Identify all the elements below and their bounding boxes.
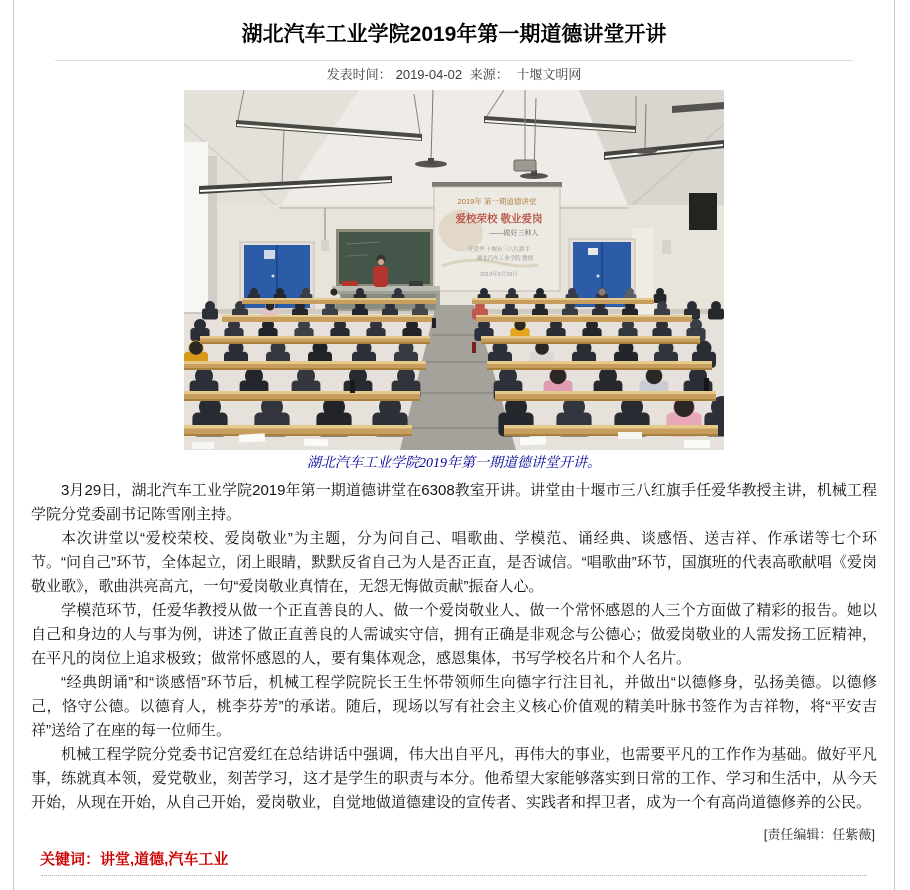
slide-header: 2019年 第一期道德讲堂	[457, 197, 537, 206]
article-body	[31, 479, 877, 815]
article-paragraph: 3月29日，湖北汽车工业学院2019年第一期道德讲堂在6308教室开讲。讲堂由十堰市三八红旗手任爱华教授主讲，机械工程学院分党委副书记陈雪刚主持。	[31, 482, 877, 523]
classroom-photo-scene	[184, 90, 724, 450]
photo-caption: 湖北汽车工业学院2019年第一期道德讲堂开讲。	[307, 456, 601, 471]
bottom-dotted-divider	[41, 875, 867, 876]
article-paragraph: 机械工程学院分党委书记宫爱红在总结讲话中强调，伟大出自平凡，再伟大的事业，也需要平凡的工作作为基础。做好平凡事，练就真本领，爱党敬业，刻苦学习，这才是学生的职责与本分。他希望大家能够落实到日常的工作、学习和生活中，从今天开始，从现在开始，从自己开始，爱岗敬业，自觉地做道德建设的宣传者、实践者和捍卫者，成为一个有高尚道德修养的公民。	[31, 746, 877, 811]
slide-presenter-2: 湖北汽车工业学院 教授	[476, 256, 534, 262]
keywords-label: 关键词：	[40, 851, 101, 868]
publish-time-value: 2019-04-02	[395, 67, 463, 82]
title-divider	[55, 60, 853, 61]
keywords-links[interactable]: 讲堂,道德,汽车工业	[100, 851, 229, 868]
source-label: 来源：	[469, 67, 509, 82]
article-paragraph: “经典朗诵”和“谈感悟”环节后，机械工程学院院长王生怀带领师生向德字行注目礼，并做出“以德修身，弘扬美德。以德修己，恪守公德。以德育人，桃李芬芳”的承诺。随后，现场以写有社会主义核心价值观的精美叶脉书签作为吉祥物，将“平安吉祥”送给了在座的每一位师生。	[31, 674, 877, 739]
projection-screen	[432, 182, 562, 291]
article-title: 湖北汽车工业学院2019年第一期道德讲堂开讲	[241, 23, 667, 46]
slide-title: 爱校荣校 敬业爱岗	[455, 213, 543, 225]
page-frame	[13, 0, 895, 890]
article-meta	[31, 67, 877, 82]
slide-subtitle: ——做好三种人	[489, 230, 539, 237]
keywords-line	[31, 851, 877, 868]
slide-presenter-1: 任爱华 十堰市三八红旗手	[467, 247, 531, 253]
source-value: 十堰文明网	[516, 67, 582, 82]
publish-time-label: 发表时间：	[326, 67, 392, 82]
article-paragraph: 本次讲堂以“爱校荣校、爱岗敬业”为主题，分为问自己、唱歌曲、学模范、诵经典、谈感悟、送吉祥、作承诺等七个环节。“问自己”环节，全体起立，闭上眼睛，默默反省自己为人是否正直，是否诚信。“唱歌曲”环节，国旗班的代表高歌献唱《爱岗敬业歌》，歌曲洪亮高亢，一句“爱岗敬业真情在，无怨无悔做贡献”振奋人心。	[31, 530, 877, 595]
slide-date: 2019年3月29日	[480, 272, 518, 278]
editor-credit: [责任编辑：任紫薇]	[763, 827, 875, 842]
window-light	[184, 142, 208, 312]
classroom-photo	[184, 90, 724, 450]
speaker-box	[689, 193, 717, 230]
article-paragraph: 学模范环节，任爱华教授从做一个正直善良的人、做一个爱岗敬业人、做一个常怀感恩的人三个方面做了精彩的报告。她以自己和身边的人与事为例，讲述了做正直善良的人需诚实守信，拥有正确是非观念与公德心；做爱岗敬业的人需发扬工匠精神，在平凡的岗位上追求极致；做常怀感恩的人，要有集体观念，感恩集体，书写学校名片和个人名片。	[31, 602, 877, 667]
